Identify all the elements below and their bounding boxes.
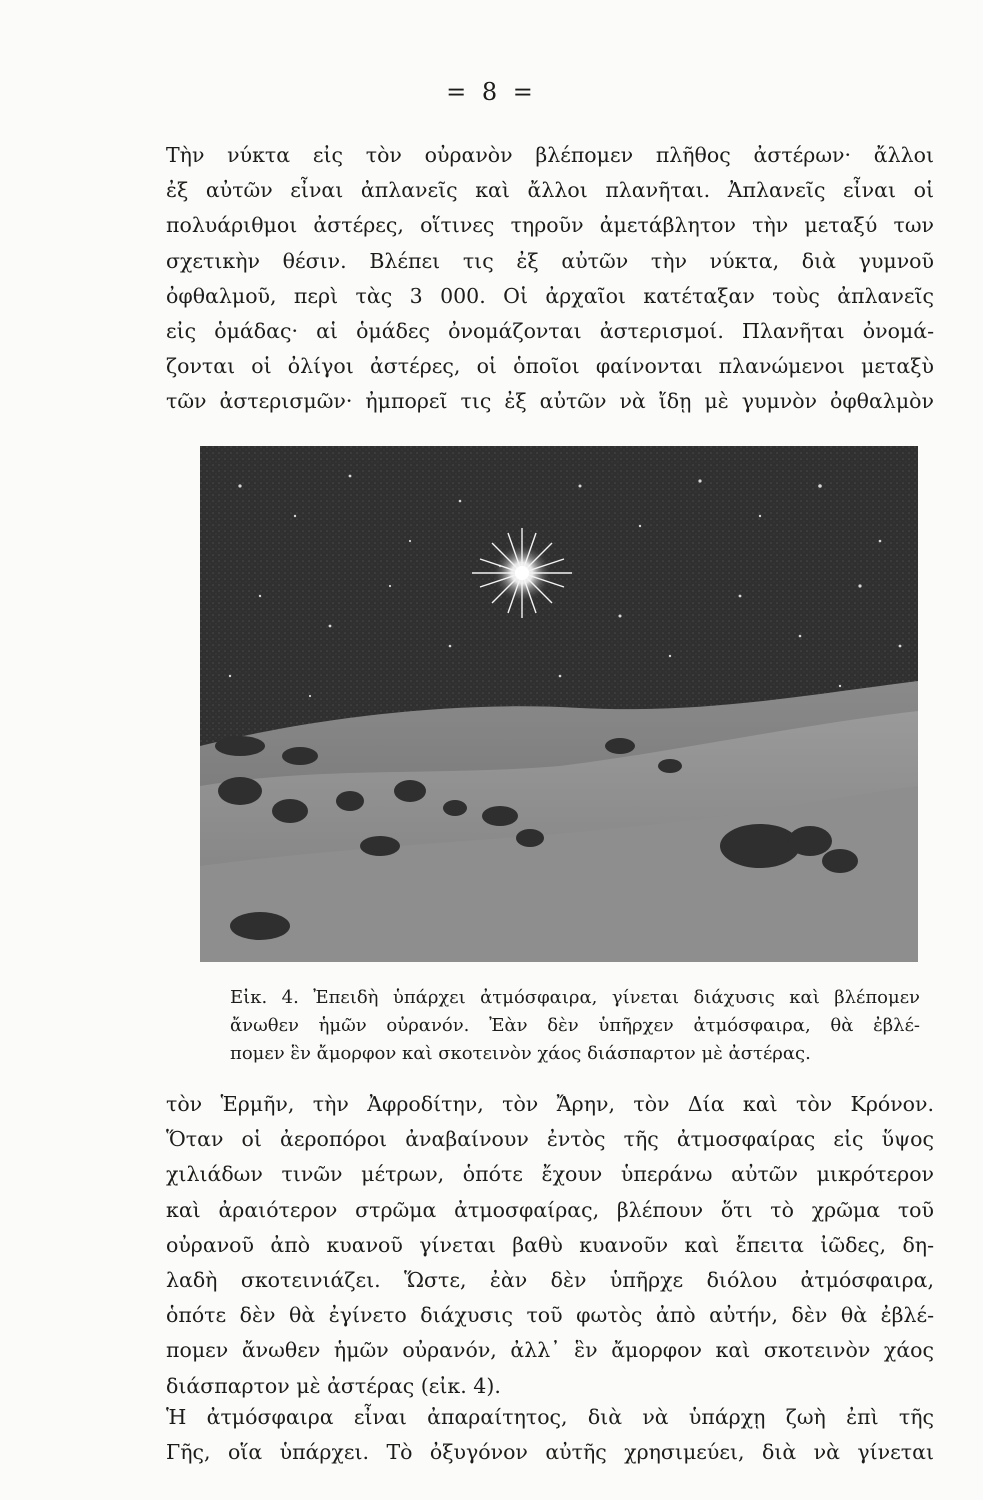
text-line: λαδὴ σκοτεινιάζει. Ὥστε, ἐὰν δὲν ὑπῆρχε διόλου ἀτμόσφαιρα, — [166, 1268, 934, 1293]
text-line: πομεν ἄνωθεν ἡμῶν οὐρανόν, ἀλλ᾽ ἓν ἄμορφον καὶ σκοτεινὸν χάος — [166, 1338, 934, 1363]
text-line: τῶν ἀστερισμῶν· ἠμπορεῖ τις ἐξ αὐτῶν νὰ ἴδῃ μὲ γυμνὸν ὀφθαλμὸν — [166, 389, 934, 414]
night-sky-illustration — [200, 446, 918, 962]
caption-line: πομεν ἓν ἄμορφον καὶ σκοτεινὸν χάος διάσπαρτον μὲ ἀστέρας. — [230, 1043, 811, 1064]
text-line: πολυάριθμοι ἀστέρες, οἵτινες τηροῦν ἀμετάβλητον τὴν μεταξύ των — [166, 213, 934, 238]
text-line: ζονται οἱ ὀλίγοι ἀστέρες, οἱ ὁποῖοι φαίνονται πλανώμενοι μεταξὺ — [166, 354, 934, 379]
text-line: εἰς ὁμάδας· αἱ ὁμάδες ὀνομάζονται ἀστερισμοί. Πλανῆται ὀνομά- — [166, 319, 934, 344]
text-line: Ἡ ἀτμόσφαιρα εἶναι ἀπαραίτητος, διὰ νὰ ὑπάρχῃ ζωὴ ἐπὶ τῆς — [166, 1405, 934, 1429]
text-line: σχετικὴν θέσιν. Βλέπει τις ἐξ αὐτῶν τὴν νύκτα, διὰ γυμνοῦ — [166, 248, 934, 273]
text-line: Γῆς, οἵα ὑπάρχει. Τὸ ὀξυγόνον αὐτῆς χρησιμεύει, διὰ νὰ γίνεται — [166, 1440, 934, 1465]
text-line: τὸν Ἑρμῆν, τὴν Ἀφροδίτην, τὸν Ἄρην, τὸν Δία καὶ τὸν Κρόνον. — [166, 1092, 934, 1116]
paragraph-atmosphere — [166, 1087, 934, 1404]
page-number: = 8 = — [446, 78, 537, 106]
paragraph-stars — [166, 138, 934, 420]
text-line: οὐρανοῦ ἀπὸ κυανοῦ γίνεται βαθὺ κυανοῦν καὶ ἔπειτα ἰῶδες, δη- — [166, 1232, 934, 1257]
caption-line: Εἰκ. 4. Ἐπειδὴ ὑπάρχει ἀτμόσφαιρα, γίνεται διάχυσις καὶ βλέπομεν — [230, 987, 920, 1008]
text-line: Ὅταν οἱ ἀεροπόροι ἀναβαίνουν ἐντὸς τῆς ἀτμοσφαίρας εἰς ὕψος — [166, 1127, 934, 1152]
caption-line: ἄνωθεν ἡμῶν οὐρανόν. Ἐὰν δὲν ὑπῆρχεν ἀτμόσφαιρα, θὰ ἐβλέ- — [230, 1015, 920, 1036]
text-line: ὀφθαλμοῦ, περὶ τὰς 3 000. Οἱ ἀρχαῖοι κατέταξαν τοὺς ἀπλανεῖς — [166, 283, 934, 308]
text-line: καὶ ἀραιότερον στρῶμα ἀτμοσφαίρας, βλέπουν ὅτι τὸ χρῶμα τοῦ — [166, 1197, 934, 1222]
text-line: Τὴν νύκτα εἰς τὸν οὐρανὸν βλέπομεν πλῆθος ἀστέρων· ἄλλοι — [166, 143, 934, 167]
text-line: διάσπαρτον μὲ ἀστέρας (εἰκ. 4). — [166, 1373, 501, 1398]
paragraph-life — [166, 1400, 934, 1470]
text-line: ἐξ αὐτῶν εἶναι ἀπλανεῖς καὶ ἄλλοι πλανῆται. Ἀπλανεῖς εἶναι οἱ — [166, 178, 934, 203]
text-line: ὁπότε δὲν θὰ ἐγίνετο διάχυσις τοῦ φωτὸς ἀπὸ αὐτήν, δὲν θὰ ἐβλέ- — [166, 1303, 934, 1328]
figure-caption — [230, 984, 920, 1068]
text-line: χιλιάδων τινῶν μέτρων, ὁπότε ἔχουν ὑπεράνω αὐτῶν μικρότερον — [166, 1162, 934, 1187]
